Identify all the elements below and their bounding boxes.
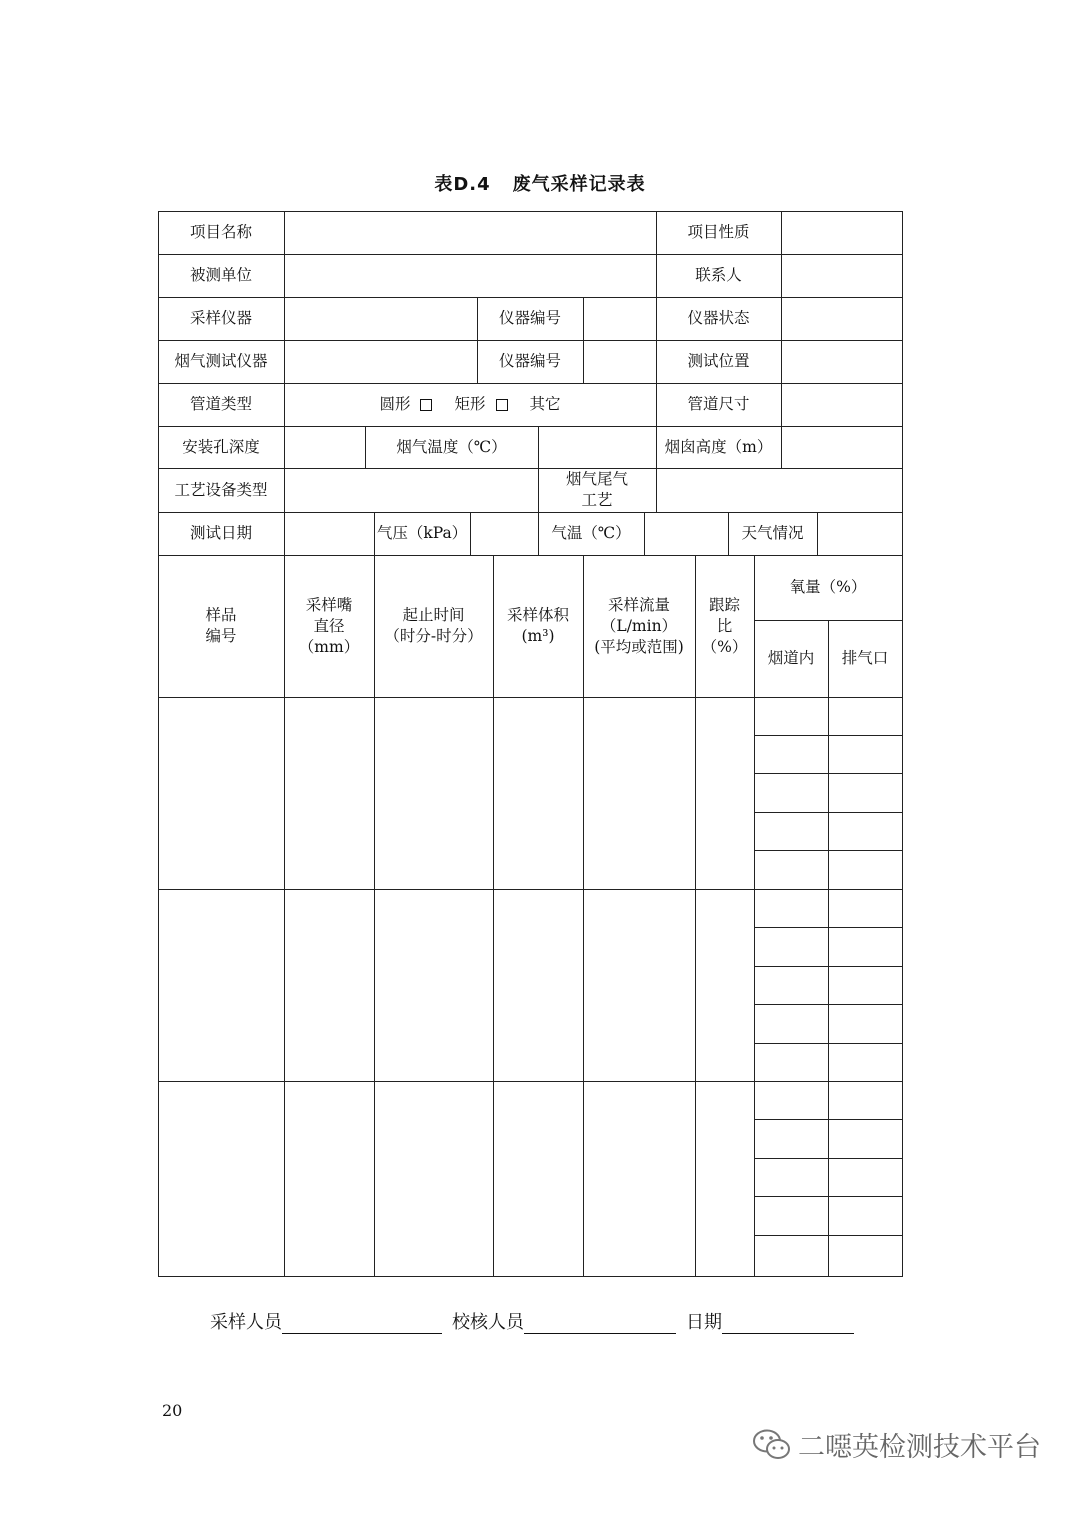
signature-footer bbox=[210, 1308, 864, 1334]
wechat-icon bbox=[752, 1428, 792, 1462]
header-start-stop-time: 起止时间 （时分-时分） bbox=[384, 606, 483, 645]
sampler-blank[interactable] bbox=[282, 1311, 442, 1334]
label-duct-size: 管道尺寸 bbox=[687, 395, 750, 413]
duct-round-checkbox[interactable] bbox=[420, 399, 432, 411]
label-flue-gas-instrument: 烟气测试仪器 bbox=[174, 352, 268, 370]
header-oxygen-exhaust: 排气口 bbox=[841, 649, 889, 667]
label-weather: 天气情况 bbox=[741, 524, 804, 542]
page-number: 20 bbox=[162, 1401, 183, 1420]
sampler-label: 采样人员 bbox=[210, 1312, 282, 1333]
header-tracking-ratio: 跟踪 比 （%） bbox=[701, 595, 748, 656]
label-air-temp: 气温（℃） bbox=[551, 524, 631, 542]
label-tail-gas-process: 烟气尾气 工艺 bbox=[565, 470, 628, 509]
duct-rect-label: 矩形 bbox=[454, 395, 486, 413]
label-project-name: 项目名称 bbox=[189, 223, 252, 241]
label-hole-depth: 安装孔深度 bbox=[182, 437, 260, 456]
header-nozzle-diameter: 采样嘴 直径 （mm） bbox=[298, 595, 360, 656]
duct-round-label: 圆形 bbox=[379, 395, 411, 413]
label-instrument-no-1: 仪器编号 bbox=[498, 309, 561, 327]
date-label: 日期 bbox=[686, 1312, 722, 1333]
duct-other-label: 其它 bbox=[529, 395, 561, 413]
header-sampling-flow: 采样流量 （L/min） (平均或范围) bbox=[594, 595, 684, 656]
header-sample-no: 样品 编号 bbox=[205, 606, 237, 645]
label-instrument-no-2: 仪器编号 bbox=[498, 352, 561, 370]
checker-blank[interactable] bbox=[524, 1311, 676, 1334]
label-tested-unit: 被测单位 bbox=[189, 266, 252, 284]
checker-label: 校核人员 bbox=[452, 1312, 524, 1333]
table-code: 表D.4 bbox=[434, 174, 491, 195]
label-process-equipment: 工艺设备类型 bbox=[174, 480, 268, 499]
label-test-position: 测试位置 bbox=[687, 352, 750, 370]
label-project-nature: 项目性质 bbox=[687, 223, 750, 241]
label-duct-type: 管道类型 bbox=[189, 395, 252, 413]
label-air-pressure: 气压（kPa） bbox=[376, 524, 468, 542]
header-sampling-volume: 采样体积 (m³) bbox=[506, 606, 569, 645]
header-oxygen: 氧量（%） bbox=[789, 578, 867, 596]
watermark bbox=[752, 1425, 1041, 1464]
label-sampling-instrument: 采样仪器 bbox=[189, 309, 252, 327]
date-blank[interactable] bbox=[722, 1311, 854, 1334]
watermark-text: 二噁英检测技术平台 bbox=[798, 1432, 1041, 1463]
duct-rect-checkbox[interactable] bbox=[496, 399, 508, 411]
duct-type-options bbox=[284, 383, 656, 426]
table-name: 废气采样记录表 bbox=[512, 174, 646, 195]
header-oxygen-flue: 烟道内 bbox=[767, 649, 815, 667]
label-flue-temp: 烟气温度（℃） bbox=[396, 437, 507, 456]
label-instrument-status: 仪器状态 bbox=[687, 309, 750, 327]
label-test-date: 测试日期 bbox=[189, 524, 252, 542]
label-contact: 联系人 bbox=[695, 266, 742, 284]
label-chimney-height: 烟囱高度（m） bbox=[664, 437, 773, 456]
